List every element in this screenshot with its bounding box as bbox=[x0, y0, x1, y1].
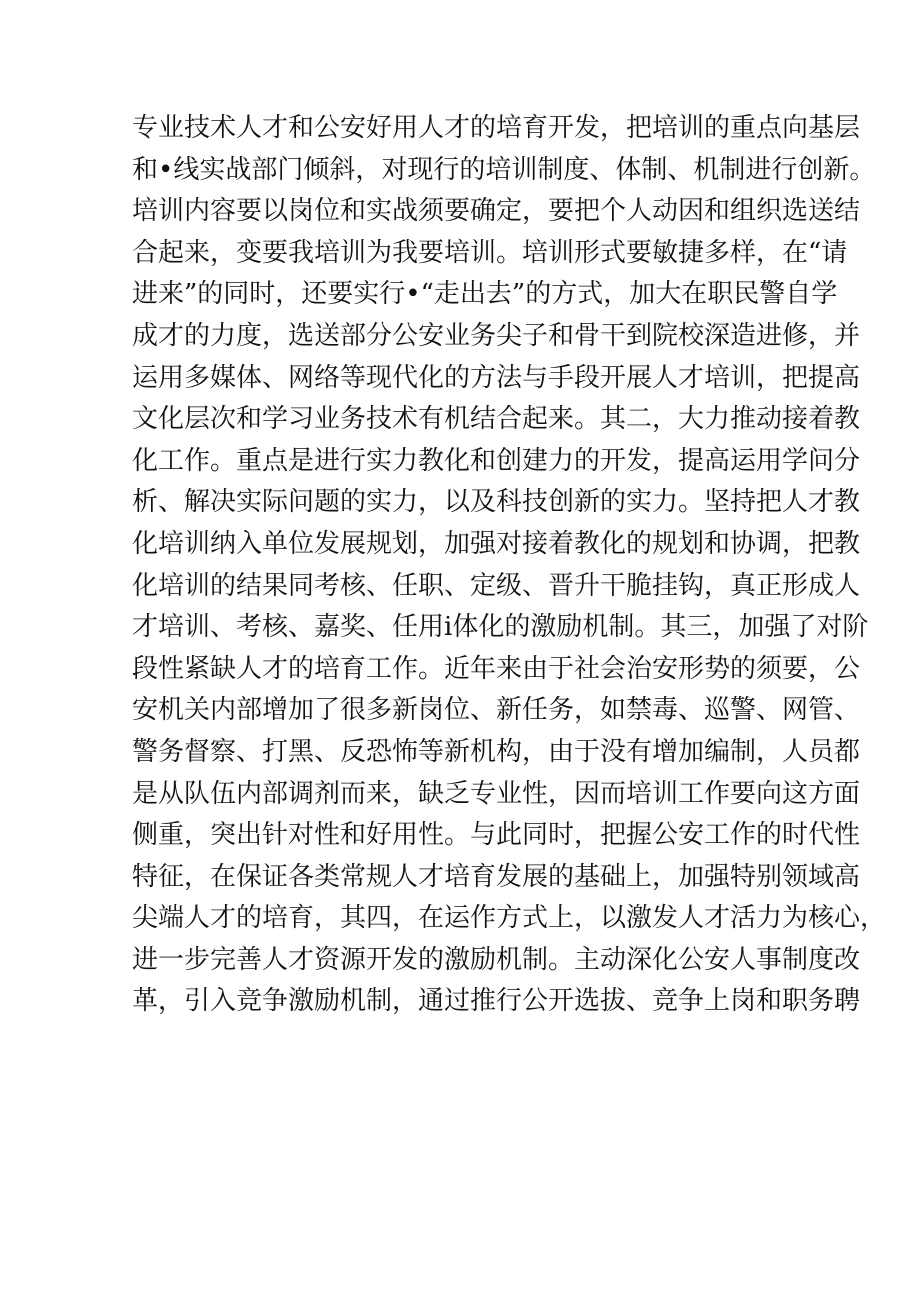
text-line: 化工作。重点是进行实力教化和创建力的开发，提高运用学问分 bbox=[132, 445, 861, 476]
text-line: 安机关内部增加了很多新岗位、新任务，如禁毒、巡警、网管、 bbox=[132, 695, 861, 726]
text-line: 合起来，变要我培训为我要培训。培训形式要敏捷多样，在“请 bbox=[132, 237, 848, 268]
text-line: 才培训、考核、嘉奖、任用i体化的激励机制。其三，加强了对阶 bbox=[132, 612, 869, 643]
text-line: 革，引入竞争激励机制，通过推行公开选拔、竞争上岗和职务聘 bbox=[132, 986, 861, 1017]
text-line: 和•线实战部门倾斜，对现行的培训制度、体制、机制进行创新。 bbox=[132, 154, 876, 185]
text-line: 培训内容要以岗位和实战须要确定，要把个人动因和组织选送结 bbox=[132, 196, 861, 227]
text-line: 侧重，突出针对性和好用性。与此同时，把握公安工作的时代性 bbox=[132, 820, 861, 851]
text-line: 是从队伍内部调剂而来，缺乏专业性，因而培训工作要向这方面 bbox=[132, 778, 861, 809]
text-line: 化培训纳入单位发展规划，加强对接着教化的规划和协调，把教 bbox=[132, 528, 861, 559]
text-line: 文化层次和学习业务技术有机结合起来。其二，大力推动接着教 bbox=[132, 404, 861, 435]
text-line: 进来”的同时，还要实行•“走出去”的方式，加大在职民警自学 bbox=[132, 279, 838, 310]
text-line: 进一步完善人才资源开发的激励机制。主动深化公安人事制度改 bbox=[132, 944, 861, 975]
text-line: 化培训的结果同考核、任职、定级、晋升干脆挂钩，真正形成人 bbox=[132, 570, 861, 601]
text-line: 尖端人才的培育，其四，在运作方式上，以激发人才活力为核心， bbox=[132, 903, 887, 934]
text-line: 警务督察、打黑、反恐怖等新机构，由于没有增加编制，人员都 bbox=[132, 736, 861, 767]
text-line: 成才的力度，选送部分公安业务尖子和骨干到院校深造进修，并 bbox=[132, 320, 861, 351]
text-line: 专业技术人才和公安好用人才的培育开发，把培训的重点向基层 bbox=[132, 113, 861, 143]
text-line: 运用多媒体、网络等现代化的方法与手段开展人才培训，把提高 bbox=[132, 362, 861, 393]
body-paragraph bbox=[132, 108, 887, 1023]
text-line: 段性紧缺人才的培育工作。近年来由于社会治安形势的须要，公 bbox=[132, 653, 861, 684]
text-line: 析、解决实际问题的实力，以及科技创新的实力。坚持把人才教 bbox=[132, 487, 861, 518]
text-line: 特征，在保证各类常规人才培育发展的基础上，加强特别领域高 bbox=[132, 861, 861, 892]
